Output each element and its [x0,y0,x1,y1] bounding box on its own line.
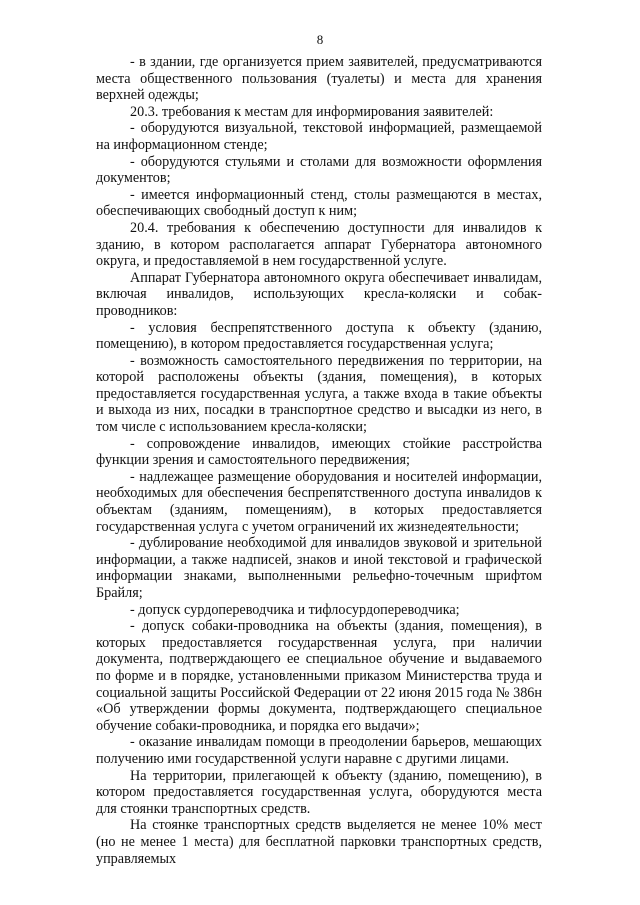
paragraph: - допуск сурдопереводчика и тифлосурдопереводчика; [130,601,460,618]
paragraph: - в здании, где организуется прием заявителей, предусматриваются места общественного пользования (туалеты) и места для хранения верхней одежды; [96,54,542,104]
paragraph: - оказание инвалидам помощи в преодолении барьеров, мешающих получению ими государственной услуги наравне с другими лицами. [96,734,542,767]
paragraph: - сопровождение инвалидов, имеющих стойкие расстройства функции зрения и самостоятельного передвижения; [96,435,542,469]
paragraph: - надлежащее размещение оборудования и носителей информации, необходимых для обеспечения беспрепятственного доступа инвалидов к объектам (зданиям, помещениям), в которых предоставляется государственная услуга с учетом ограничений их жизнедеятельности; [96,468,542,535]
paragraph: На стоянке транспортных средств выделяется не менее 10% мест (но не менее 1 места) для бесплатной парковки транспортных средств, управляемых [96,817,542,867]
paragraph: - возможность самостоятельного передвижения по территории, на которой расположены объекты (здания, помещения), в которых предоставляется государственная услуга, а также входа в такие объекты и выхода из них, посадки в транспортное средство и высадки из него, в том числе с использованием кресла-коляски; [96,352,542,436]
paragraph: - оборудуются визуальной, текстовой информацией, размещаемой на информационном стенде; [96,120,542,153]
paragraph: - допуск собаки-проводника на объекты (здания, помещения), в которых предоставляется государственная услуга, при наличии документа, подтверждающего ее специальное обучение и выдаваемого по форме и в порядке, установленными приказом Министерства труда и социальной защиты Российской Федерации от 22 июня 2015 года № 386н «Об утверждении формы документа, подтверждающего специальное обучение собаки-проводника, и порядка его выдачи»; [96,618,542,734]
paragraph: 20.3. требования к местам для информирования заявителей: [130,103,494,120]
paragraph: - дублирование необходимой для инвалидов звуковой и зрительной информации, а также надписей, знаков и иной текстовой и графической информации знаками, выполненными рельефно-точечным шрифтом Брайля; [96,535,542,601]
page-number: 8 [316,32,324,47]
paragraph: - условия беспрепятственного доступа к объекту (зданию, помещению), в котором предоставляется государственная услуга; [96,319,542,353]
paragraph: На территории, прилегающей к объекту (зданию, помещению), в котором предоставляется государственная услуга, оборудуются места для стоянки транспортных средств. [96,767,542,817]
paragraph: 20.4. требования к обеспечению доступности для инвалидов к зданию, в котором располагается аппарат Губернатора автономного округа, и предоставляемой в нем государственной услуге. [96,219,542,270]
paragraph: Аппарат Губернатора автономного округа обеспечивает инвалидам, включая инвалидов, использующих кресла-коляски и собак-проводников: [96,269,542,319]
document-body [96,54,542,867]
paragraph: - оборудуются стульями и столами для возможности оформления документов; [96,153,542,187]
paragraph: - имеется информационный стенд, столы размещаются в местах, обеспечивающих свободный доступ к ним; [96,186,542,220]
